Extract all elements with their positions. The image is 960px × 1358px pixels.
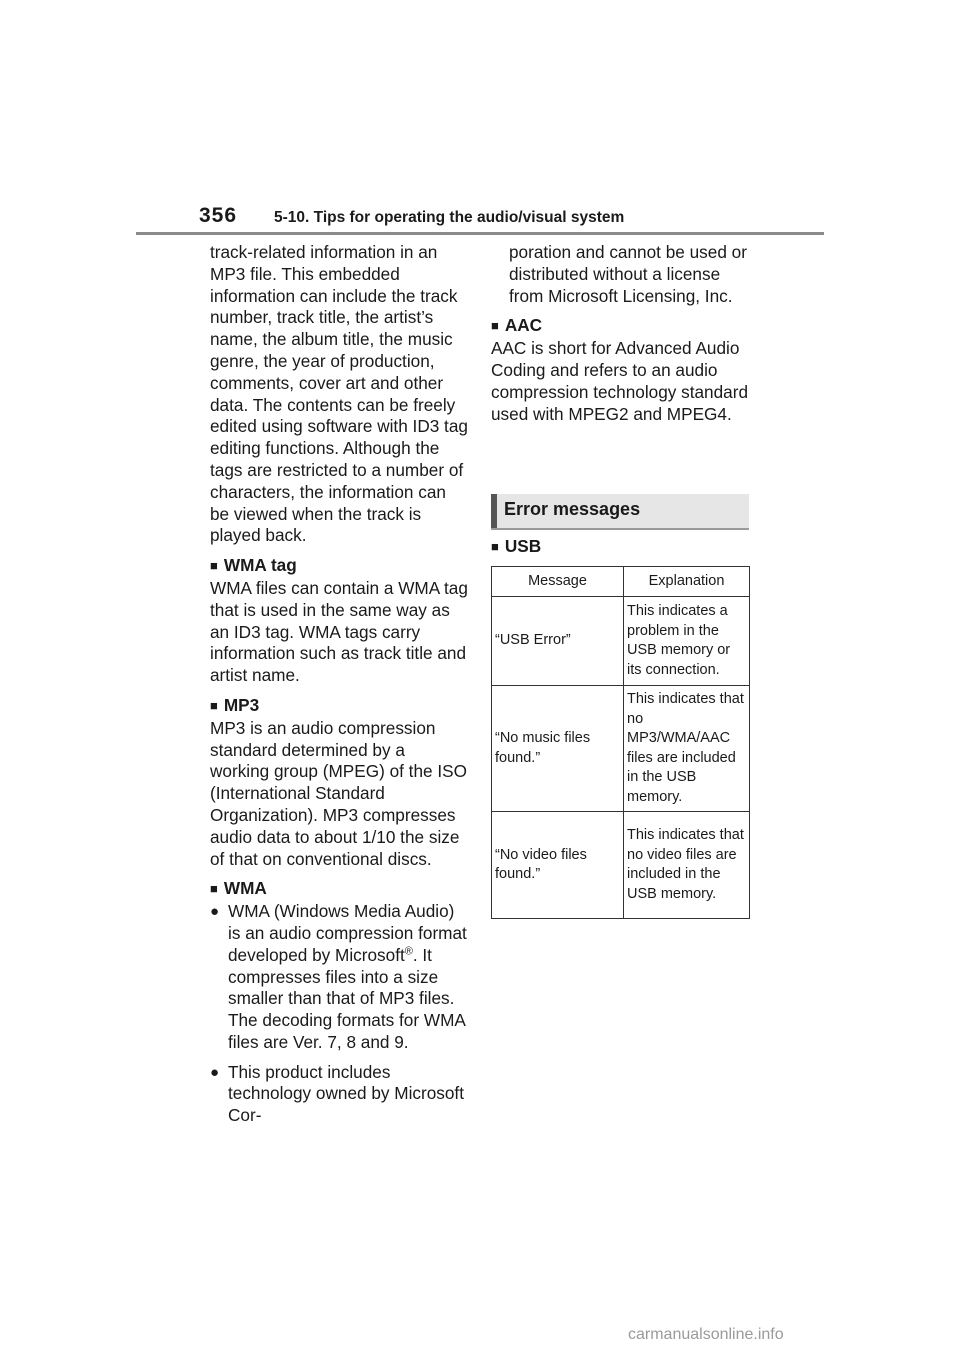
message-cell: “No music files found.” [492, 686, 624, 812]
table-row [492, 686, 750, 812]
section-title: 5-10. Tips for operating the audio/visual system [274, 209, 625, 226]
header-rule [136, 232, 824, 235]
column-header-explanation: Explanation [624, 567, 750, 597]
mp3-text: MP3 is an audio compression standard determined by a working group (MPEG) of the ISO (International Standard Organization). MP3 compresses audio data to about 1/10 the size of that on conventional discs. [210, 717, 467, 869]
error-messages-heading: Error messages [491, 494, 749, 530]
error-messages-table [491, 566, 750, 919]
heading-accent-bar [491, 494, 497, 528]
table-row [492, 597, 750, 686]
left-column [210, 242, 468, 1135]
message-cell: “USB Error” [492, 597, 624, 686]
explanation-cell: This indicates a problem in the USB memory or its connection. [624, 597, 750, 686]
wma-bullet-1: ● WMA (Windows Media Audio) is an audio compression format developed by Microsoft®. It compresses files into a size smaller than that of MP3 files. The decoding formats for WMA files are Ver. 7, 8 and 9. [210, 901, 467, 1052]
wma-bullet-2: ● This product includes technology owned by Microsoft Cor- [210, 1061, 464, 1126]
wma-tag-heading: ■ WMA tag [210, 555, 297, 576]
aac-text: AAC is short for Advanced Audio Coding and refers to an audio compression technology standard used with MPEG2 and MPEG4. [491, 338, 749, 424]
square-bullet-icon: ■ [491, 318, 499, 334]
square-bullet-icon: ■ [491, 539, 499, 554]
page-number: 356 [199, 204, 238, 227]
microsoft-continuation-text: poration and cannot be used or distributed without a license from Microsoft Licensing, Inc. [509, 242, 747, 306]
explanation-cell: This indicates that no MP3/WMA/AAC files are included in the USB memory. [624, 686, 750, 812]
right-column [491, 242, 753, 433]
mp3-heading: ■ MP3 [210, 694, 260, 715]
page-header [136, 200, 824, 236]
aac-heading: ■ AAC [491, 315, 543, 336]
table-row [492, 812, 750, 919]
message-cell: “No video files found.” [492, 812, 624, 919]
wma-tag-text: WMA files can contain a WMA tag that is used in the same way as an ID3 tag. WMA tags carry information such as track title and artist name. [210, 577, 468, 686]
explanation-cell: This indicates that no video files are included in the USB memory. [624, 812, 750, 919]
id3-intro-text: track-related information in an MP3 file. This embedded information can include the track number, track title, the artist’s name, the album title, the music genre, the year of production, comments, cover art and other data. The contents can be freely edited using software with ID3 tag editing functions. Although the tags are restricted to a number of characters, the information can be viewed when the track is played back. [210, 242, 468, 546]
watermark-text: carmanualsonline.info [628, 1326, 784, 1343]
bullet-dot-icon: ● [210, 1063, 220, 1081]
usb-heading: ■ USB [491, 536, 542, 556]
square-bullet-icon: ■ [210, 697, 218, 713]
square-bullet-icon: ■ [210, 881, 218, 897]
column-header-message: Message [492, 567, 624, 597]
square-bullet-icon: ■ [210, 558, 218, 574]
bullet-dot-icon: ● [210, 903, 220, 921]
wma-heading: ■ WMA [210, 878, 267, 899]
